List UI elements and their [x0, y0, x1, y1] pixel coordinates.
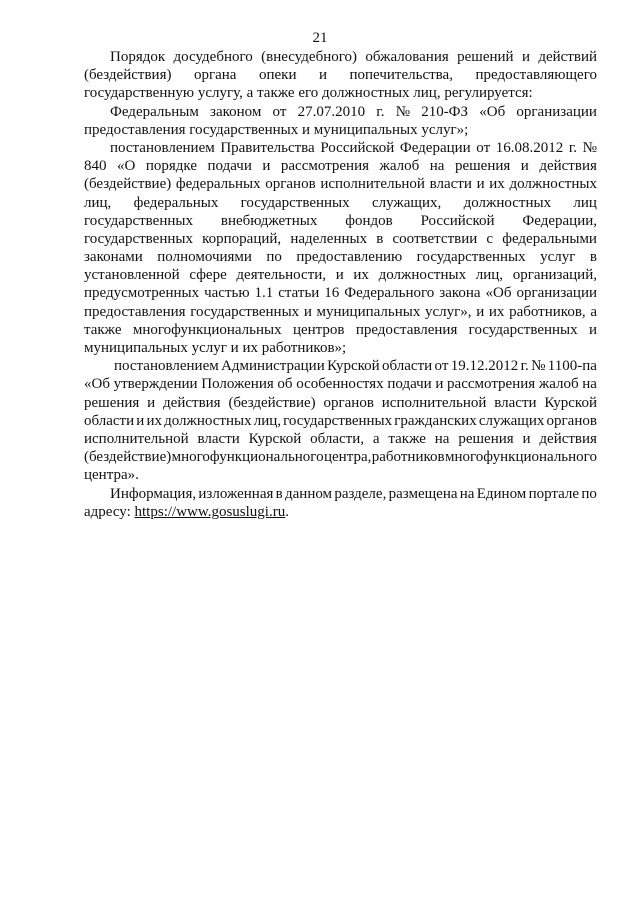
- word: и: [522, 430, 531, 447]
- word: «Об: [479, 103, 506, 120]
- word: предоставления: [84, 303, 186, 320]
- gosuslugi-link[interactable]: https://www.gosuslugi.ru: [134, 503, 286, 520]
- word: Федерации,: [522, 212, 597, 229]
- word: действия: [539, 158, 597, 175]
- word: размещена: [388, 485, 458, 502]
- word: особенностях: [296, 376, 384, 393]
- word: центра,: [324, 449, 372, 466]
- word: Курской: [327, 358, 380, 375]
- word: фондов: [345, 212, 393, 229]
- word: изложенная: [198, 485, 274, 502]
- word: от: [272, 103, 287, 120]
- word: лиц,: [84, 194, 112, 211]
- word: Федеральным: [110, 103, 199, 120]
- word: и: [588, 321, 597, 338]
- word: предоставлению: [296, 249, 403, 266]
- word: деятельности,: [236, 267, 327, 284]
- word: услугу,: [197, 85, 243, 102]
- word: «Об: [84, 376, 110, 393]
- word: от: [476, 139, 491, 156]
- word: утверждении: [113, 376, 198, 393]
- word: постановлением: [110, 139, 215, 156]
- word: государственных: [416, 249, 526, 266]
- word: регулируется:: [444, 85, 533, 102]
- word: и: [303, 303, 312, 320]
- text-line: [84, 284, 597, 302]
- word: 16.08.2012: [495, 139, 564, 156]
- text-line: [84, 66, 597, 84]
- word: №: [582, 139, 597, 156]
- word: порядке: [145, 158, 197, 175]
- word: опеки: [258, 67, 297, 84]
- text-line: [84, 175, 597, 193]
- word: 19.12.2012: [450, 358, 519, 375]
- word: 1.1: [254, 285, 274, 302]
- word: предоставляющего: [475, 67, 597, 84]
- word: и: [136, 412, 145, 429]
- word: работников: [371, 449, 445, 466]
- word: Российской: [320, 139, 395, 156]
- word: и: [520, 158, 529, 175]
- word: исполнительной: [84, 430, 189, 447]
- word: законом: [210, 103, 262, 120]
- word: организаций,: [512, 267, 597, 284]
- text-line: [84, 139, 597, 157]
- word: полномочиями: [157, 249, 252, 266]
- word: области,: [310, 430, 365, 447]
- word: области: [84, 412, 135, 429]
- word: государственную: [84, 85, 195, 102]
- word: также: [388, 430, 426, 447]
- word: власти: [197, 430, 240, 447]
- address-line: [84, 503, 597, 521]
- word: также: [84, 321, 122, 338]
- word: федеральными: [502, 230, 597, 247]
- word: услуг: [191, 340, 227, 356]
- word: в: [589, 249, 597, 266]
- word: законами: [84, 249, 143, 266]
- word: муниципальных: [316, 303, 421, 320]
- text-line: [84, 430, 597, 448]
- word: решений: [457, 49, 514, 65]
- word: действий: [538, 49, 597, 65]
- word: Курской: [544, 394, 597, 411]
- word: центра».: [84, 467, 139, 484]
- word: их: [489, 176, 505, 193]
- word: действия: [163, 394, 221, 411]
- word: должностных: [378, 267, 467, 284]
- word: внебюджетных: [220, 212, 318, 229]
- word: и: [318, 67, 327, 84]
- text-line: [84, 466, 597, 484]
- word: органов: [265, 176, 316, 193]
- word: их: [146, 412, 162, 429]
- word: а: [590, 303, 597, 320]
- word: лиц,: [413, 85, 441, 102]
- word: многофункционального: [444, 449, 597, 466]
- word: государственных: [190, 303, 300, 320]
- word: портале: [528, 485, 580, 502]
- word: 16: [324, 285, 340, 302]
- word: работников»;: [261, 340, 347, 356]
- text-line: [84, 339, 597, 357]
- word: корпораций,: [202, 230, 282, 247]
- word: и: [476, 176, 485, 193]
- word: рассмотрения: [447, 376, 536, 393]
- word: об: [277, 376, 293, 393]
- word: органа: [193, 67, 237, 84]
- word: многофункционального: [171, 449, 324, 466]
- word: обжалования: [365, 49, 449, 65]
- word: исполнительной: [320, 176, 425, 193]
- word: и: [262, 158, 271, 175]
- word: 1100-па: [547, 358, 597, 375]
- word: предоставления: [355, 321, 458, 338]
- word: услуг»,: [425, 303, 472, 320]
- word: решения: [454, 158, 511, 175]
- word: лиц,: [253, 412, 282, 429]
- word: государственных: [240, 194, 350, 211]
- word: исполнительной: [381, 394, 487, 411]
- text-line: [84, 448, 597, 466]
- word: по: [266, 249, 282, 266]
- text-line: [84, 412, 597, 430]
- word: и: [335, 267, 344, 284]
- word: организации: [516, 285, 597, 302]
- word: 210-ФЗ: [421, 103, 469, 120]
- word: 27.07.2010: [297, 103, 366, 120]
- word: №: [395, 103, 410, 120]
- word: предоставления: [84, 121, 186, 138]
- word: подачи: [207, 158, 252, 175]
- text-line: [84, 394, 597, 412]
- text-line: [84, 121, 597, 139]
- word: в: [275, 485, 283, 502]
- word: центров: [292, 321, 345, 338]
- word: и: [435, 376, 444, 393]
- word: должностных: [164, 412, 252, 429]
- word: (бездействие): [84, 176, 172, 193]
- word: постановлением: [114, 358, 219, 375]
- word: разделе,: [334, 485, 387, 502]
- word: досудебного: [173, 49, 253, 65]
- word: и: [302, 121, 311, 138]
- word: федеральных: [133, 194, 219, 211]
- word: решения: [84, 394, 140, 411]
- text-line: [84, 321, 597, 339]
- word: наделенных: [290, 230, 368, 247]
- word: и: [147, 394, 156, 411]
- word: государственных: [84, 212, 193, 229]
- word: от: [434, 358, 449, 375]
- word: а: [372, 430, 380, 447]
- word: на: [582, 376, 597, 393]
- word: попечительства,: [349, 67, 453, 84]
- word: и: [476, 303, 485, 320]
- word: лиц,: [475, 267, 504, 284]
- word: государственных: [189, 121, 299, 138]
- text-line: [84, 230, 597, 248]
- word: многофункциональных: [132, 321, 282, 338]
- word: служащих: [478, 412, 545, 429]
- word: государственных: [84, 230, 193, 247]
- word: соответствии: [392, 230, 478, 247]
- word: №: [531, 358, 546, 375]
- word: 840: [84, 158, 107, 175]
- word: в: [376, 230, 384, 247]
- word: Курской: [248, 430, 302, 447]
- word: государственных: [283, 412, 393, 429]
- word: а: [246, 85, 254, 102]
- text-line: [84, 157, 597, 175]
- word: должностных: [463, 194, 552, 211]
- word: области: [382, 358, 433, 375]
- text-line: [84, 375, 597, 393]
- text-line: [84, 266, 597, 284]
- word: и: [230, 340, 239, 356]
- word: рассмотрения: [280, 158, 369, 175]
- word: жалоб: [379, 158, 420, 175]
- word: органов: [323, 394, 374, 411]
- word: работников,: [509, 303, 586, 320]
- word: Федерации: [399, 139, 471, 156]
- word: г.: [520, 358, 529, 375]
- word: частью: [204, 285, 250, 302]
- word: (бездействие): [228, 394, 316, 411]
- word: на: [429, 158, 445, 175]
- address-suffix: .: [285, 503, 289, 520]
- word: «Об: [485, 285, 512, 302]
- word: действия: [539, 430, 597, 447]
- word: должностных: [509, 176, 597, 193]
- word: решения: [458, 430, 514, 447]
- word: г.: [376, 103, 385, 120]
- address-prefix: адресу:: [84, 503, 131, 520]
- word: лиц: [573, 194, 597, 211]
- word: на: [434, 430, 450, 447]
- text-line: [84, 485, 597, 503]
- word: Порядок: [110, 49, 166, 65]
- word: также: [257, 85, 295, 102]
- word: с: [486, 230, 494, 247]
- text-line: [84, 248, 597, 266]
- word: его: [298, 85, 319, 102]
- word: муниципальных: [84, 340, 188, 356]
- text-line: [84, 103, 597, 121]
- word: Российской: [420, 212, 495, 229]
- page-number: 21: [312, 30, 328, 46]
- word: предусмотренных: [84, 285, 200, 302]
- word: Администрации: [221, 358, 325, 375]
- word: их: [242, 340, 258, 356]
- word: федеральных: [175, 176, 261, 193]
- word: муниципальных: [313, 121, 418, 138]
- word: власти: [429, 176, 472, 193]
- text-line: [84, 212, 597, 230]
- word: гражданских: [394, 412, 477, 429]
- word: должностных: [322, 85, 410, 102]
- word: статьи: [278, 285, 320, 302]
- word: г.: [568, 139, 578, 156]
- word: установленной: [84, 267, 180, 284]
- text-line: [84, 357, 597, 375]
- word: Информация,: [110, 485, 197, 502]
- word: жалоб: [538, 376, 579, 393]
- word: организации: [516, 103, 597, 120]
- word: «О: [117, 158, 136, 175]
- word: данном: [285, 485, 333, 502]
- word: Правительства: [220, 139, 315, 156]
- word: Федерального: [344, 285, 435, 302]
- word: (внесудебного): [261, 49, 357, 65]
- word: и: [521, 49, 530, 65]
- word: (бездействия): [84, 67, 172, 84]
- word: служащих,: [371, 194, 442, 211]
- text-line: [84, 194, 597, 212]
- word: власти: [494, 394, 537, 411]
- word: сфере: [189, 267, 227, 284]
- word: Едином: [476, 485, 527, 502]
- word: (бездействие): [84, 449, 172, 466]
- word: закона: [439, 285, 481, 302]
- text-line: [84, 48, 597, 66]
- word: Положения: [201, 376, 274, 393]
- text-line: [84, 84, 597, 102]
- word: их: [488, 303, 505, 320]
- word: подачи: [387, 376, 432, 393]
- word: услуг: [540, 249, 576, 266]
- word: государственных: [468, 321, 578, 338]
- word: услуг»;: [421, 121, 469, 138]
- word: на: [459, 485, 475, 502]
- word: их: [353, 267, 369, 284]
- document-body: [84, 48, 597, 521]
- text-line: [84, 303, 597, 321]
- word: по: [581, 485, 597, 502]
- document-text: [84, 48, 597, 503]
- word: органов: [546, 412, 597, 429]
